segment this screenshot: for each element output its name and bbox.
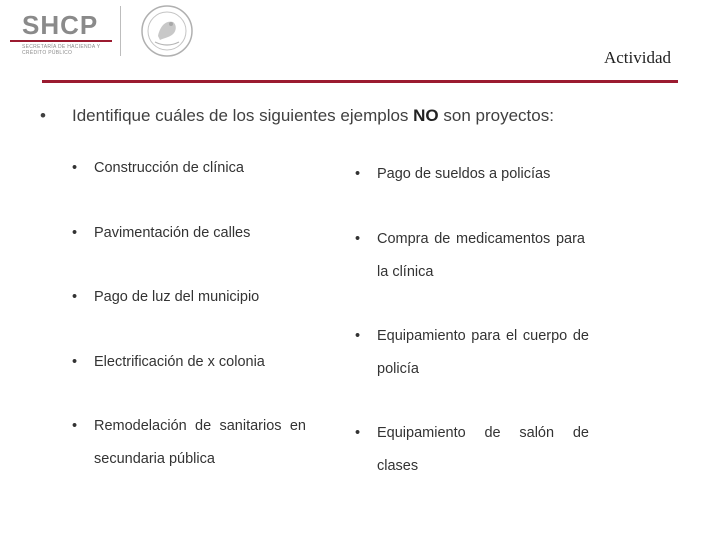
right-item-equipamiento-salon xyxy=(355,417,589,483)
bullet: • xyxy=(40,106,46,125)
question-text-after: son proyectos: xyxy=(438,106,554,125)
page-title: Actividad xyxy=(603,48,671,67)
left-item-pago-luz xyxy=(72,281,314,314)
bullet: • xyxy=(72,225,78,241)
bullet: • xyxy=(355,231,361,247)
right-item-compra-medicamentos xyxy=(355,223,585,289)
bullet: • xyxy=(72,418,78,434)
left-item-electrificacion xyxy=(72,346,314,379)
right-item-equipamiento-policia xyxy=(355,320,589,386)
bullet: • xyxy=(72,289,78,305)
bullet: • xyxy=(355,328,361,344)
shcp-logo xyxy=(0,0,200,62)
shcp-logo-subtitle: SECRETARÍA DE HACIENDA Y CRÉDITO PÚBLICO xyxy=(22,44,101,56)
shcp-logo-text: SHCP xyxy=(22,10,99,40)
mexico-seal-icon xyxy=(140,4,194,58)
item-label: Construcción de clínica xyxy=(94,160,244,176)
bullet: • xyxy=(355,425,361,441)
left-item-pavimentacion xyxy=(72,217,314,250)
bullet: • xyxy=(72,160,78,176)
right-item-pago-sueldos xyxy=(355,158,592,191)
item-label: Pago de luz del municipio xyxy=(94,289,260,305)
question-text-before: Identifique cuáles de los siguientes ejemplos xyxy=(72,106,414,125)
item-label: Equipamiento de salón de clases xyxy=(377,425,589,474)
left-item-remodelacion xyxy=(72,410,306,476)
logo-divider xyxy=(120,6,121,56)
title-underline xyxy=(42,80,678,83)
logo-rule xyxy=(10,40,112,42)
bullet: • xyxy=(72,354,78,370)
item-label: Compra de medicamentos para la clínica xyxy=(377,231,585,280)
main-question xyxy=(40,106,554,126)
item-label: Equipamiento para el cuerpo de policía xyxy=(377,328,589,377)
left-item-construccion xyxy=(72,152,314,185)
bullet: • xyxy=(355,166,361,182)
question-emphasis: NO xyxy=(413,106,439,125)
item-label: Remodelación de sanitarios en secundaria pública xyxy=(94,418,306,467)
item-label: Electrificación de x colonia xyxy=(94,354,265,370)
item-label: Pago de sueldos a policías xyxy=(377,166,551,182)
item-label: Pavimentación de calles xyxy=(94,225,251,241)
